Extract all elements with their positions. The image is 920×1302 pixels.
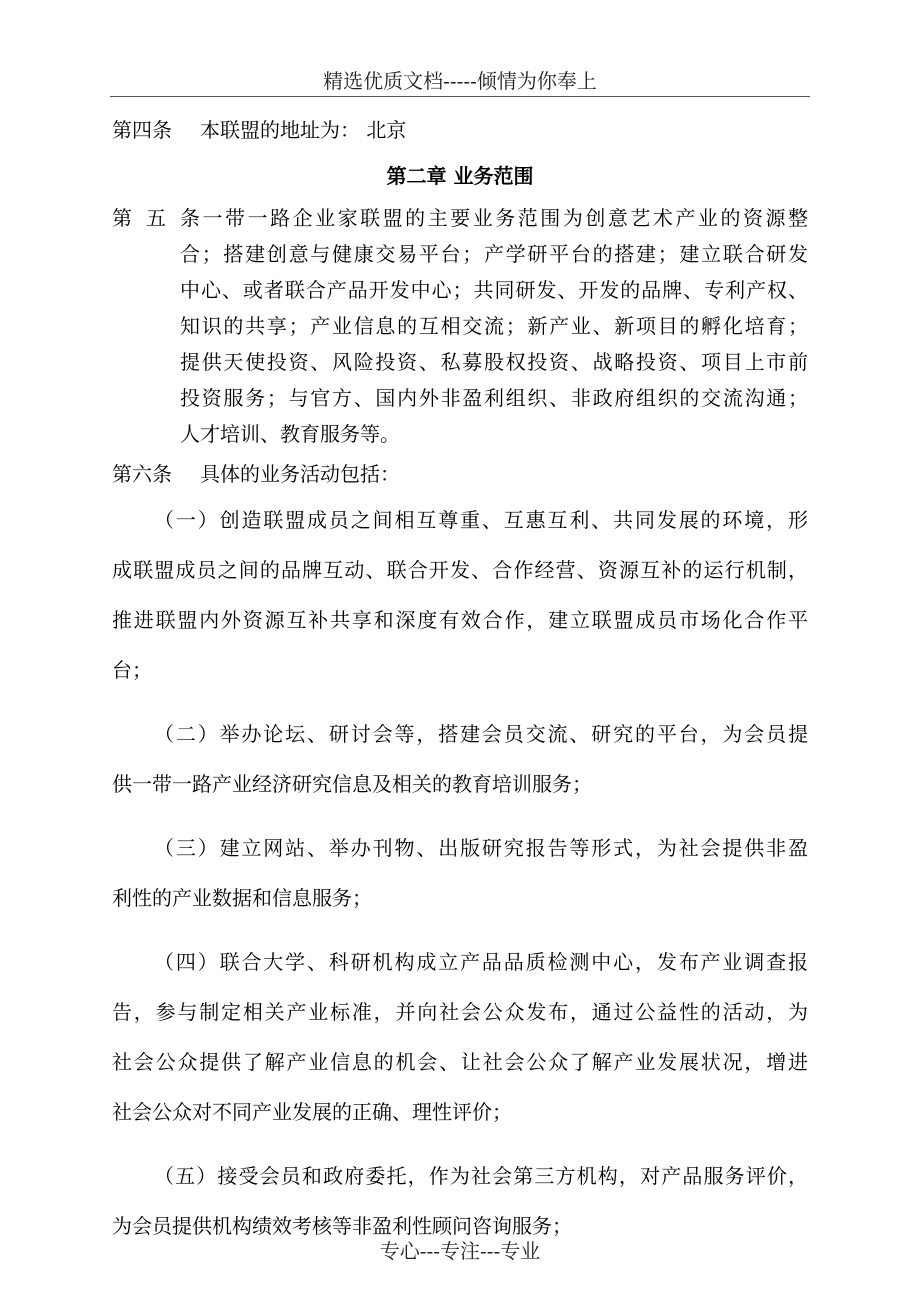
paragraph-line: 推进联盟内外资源互补共享和深度有效合作，建立联盟成员市场化合作平 — [112, 608, 808, 632]
paragraph-line: （三）建立网站、举办刊物、出版研究报告等形式，为社会提供非盈 — [154, 836, 808, 860]
article-line: 投资服务；与官方、国内外非盈利组织、非政府组织的交流沟通； — [180, 386, 808, 410]
list-item — [112, 1158, 808, 1244]
article-label: 第六条 — [112, 462, 172, 486]
paragraph-line: （二）举办论坛、研讨会等，搭建会员交流、研究的平台，为会员提 — [154, 722, 808, 746]
paragraph-line: 台； — [112, 658, 152, 682]
paragraph-line: （五）接受会员和政府委托，作为社会第三方机构，对产品服务评价， — [154, 1164, 808, 1188]
page-header: 精选优质文档-----倾情为你奉上 — [323, 69, 597, 93]
header-divider — [110, 96, 810, 97]
paragraph-line: （四）联合大学、科研机构成立产品品质检测中心，发布产业调查报 — [154, 950, 808, 974]
article-line: 人才培训、教育服务等。 — [180, 422, 400, 446]
article-label: 第五条 — [112, 206, 200, 230]
chapter-title: 第二章 业务范围 — [386, 164, 534, 188]
paragraph-line: 告，参与制定相关产业标准，并向社会公众发布，通过公益性的活动，为 — [112, 1000, 808, 1024]
article-line-text: 一带一路企业家联盟的主要业务范围为创意艺术产业的资源整 — [200, 206, 808, 230]
article-6 — [112, 456, 808, 492]
page-footer: 专心---专注---专业 — [379, 1239, 541, 1263]
paragraph-line: 为会员提供机构绩效考核等非盈利性顾问咨询服务； — [112, 1214, 572, 1238]
article-text: 本联盟的地址为： 北京 — [200, 118, 407, 142]
paragraph-line: 社会公众对不同产业发展的正确、理性评价； — [112, 1100, 512, 1124]
article-line: 提供天使投资、风险投资、私募股权投资、战略投资、项目上市前 — [180, 350, 808, 374]
paragraph-line: 成联盟成员之间的品牌互动、联合开发、合作经营、资源互补的运行机制， — [112, 558, 808, 582]
article-4 — [112, 112, 808, 148]
article-line: 中心、或者联合产品开发中心；共同研发、开发的品牌、专利产权、 — [180, 278, 808, 302]
document-body — [112, 112, 808, 1244]
paragraph-line: 利性的产业数据和信息服务； — [112, 886, 372, 910]
list-item — [112, 716, 808, 802]
article-line: 合；搭建创意与健康交易平台；产学研平台的搭建；建立联合研发 — [180, 242, 808, 266]
article-5 — [112, 200, 808, 452]
paragraph-line: 社会公众提供了解产业信息的机会、让社会公众了解产业发展状况，增进 — [112, 1050, 808, 1074]
article-line — [112, 200, 808, 236]
list-item — [112, 944, 808, 1130]
paragraph-line: 供一带一路产业经济研究信息及相关的教育培训服务； — [112, 772, 592, 796]
list-item — [112, 502, 808, 688]
list-item — [112, 830, 808, 916]
paragraph-line: （一）创造联盟成员之间相互尊重、互惠互利、共同发展的环境，形 — [154, 508, 808, 532]
article-line: 知识的共享；产业信息的互相交流；新产业、新项目的孵化培育； — [180, 314, 808, 338]
article-text: 具体的业务活动包括： — [200, 462, 400, 486]
article-label: 第四条 — [112, 118, 172, 142]
